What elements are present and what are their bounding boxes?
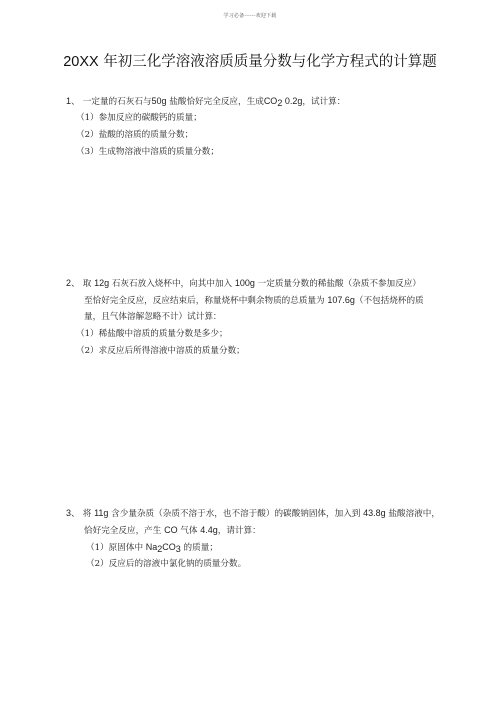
q2-text-a: 取 bbox=[82, 279, 95, 289]
question-3-sub-1 bbox=[86, 543, 218, 553]
sub-index: （1） bbox=[86, 543, 109, 553]
sub-index: （2） bbox=[76, 130, 99, 140]
q3-text-a: 将 bbox=[82, 509, 95, 519]
formula-co: CO bbox=[162, 542, 176, 552]
q2-mass-remaining: 107.6g bbox=[327, 295, 355, 305]
q3-text-f: ，请计算： bbox=[217, 526, 261, 536]
question-3-sub-2 bbox=[86, 560, 246, 569]
sub-text: 求反应后所得溶液中溶质的质量分数； bbox=[98, 346, 245, 356]
q2-text-c: 一定质量分数的稀盐酸（杂质不参加反应） bbox=[254, 279, 421, 289]
question-2-number: 2、 bbox=[66, 278, 81, 288]
q1-text-c: ，试计算： bbox=[302, 97, 346, 107]
q3-text-c: 盐酸溶液中， bbox=[385, 509, 440, 519]
q1-text-a: 一定量的石灰石与 bbox=[82, 97, 152, 107]
sub-text-end: 的质量； bbox=[180, 543, 218, 553]
question-2-stem-line-2 bbox=[84, 296, 424, 306]
question-1-number: 1、 bbox=[66, 96, 81, 106]
page-header: 学习必备------欢迎下载 bbox=[223, 13, 277, 19]
question-2-stem-line-3 bbox=[84, 313, 222, 322]
q2-mass-limestone: 12g bbox=[94, 278, 110, 288]
question-2-stem-line-1 bbox=[66, 279, 421, 289]
q1-text-b: 盐酸恰好完全反应，生成 bbox=[166, 97, 264, 107]
q2-text-f: 量，且气体溶解忽略不计）试计算： bbox=[84, 312, 222, 322]
sub-index: （1） bbox=[76, 113, 99, 123]
q2-text-b: 石灰石放入烧杯中，向其中加入 bbox=[109, 279, 235, 289]
sub-index: （3） bbox=[76, 147, 99, 157]
sub-text: 原固体中 bbox=[108, 543, 146, 553]
q1-formula-co2: CO bbox=[263, 96, 278, 106]
sub-text: 参加反应的碳酸钙的质量； bbox=[98, 113, 202, 123]
question-3-stem-line-2 bbox=[84, 526, 261, 536]
title-year: 20XX bbox=[63, 54, 99, 70]
q2-mass-acid: 100g bbox=[234, 278, 255, 288]
question-1-sub-1 bbox=[76, 114, 202, 123]
q3-mass-co2: 4.4g bbox=[200, 525, 218, 535]
question-2-sub-2 bbox=[76, 347, 245, 356]
sub-text: 稀盐酸中溶质的质量分数是多少； bbox=[98, 329, 228, 339]
sub-text: 盐酸的溶质的质量分数； bbox=[98, 130, 194, 140]
formula-na: Na bbox=[145, 542, 158, 552]
q2-text-d: 至恰好完全反应，反应结束后，称量烧杯中剩余物质的总质量为 bbox=[84, 296, 328, 306]
question-2-sub-1 bbox=[76, 330, 228, 339]
question-3-number: 3、 bbox=[66, 508, 81, 518]
question-3-stem-line-1 bbox=[66, 509, 440, 519]
question-1-stem bbox=[66, 97, 345, 107]
q3-mass-acid: 43.8g bbox=[363, 508, 386, 518]
sub-text: 生成物溶液中溶质的质量分数； bbox=[98, 147, 219, 157]
q3-text-d: 恰好完全反应，产生 bbox=[84, 526, 165, 536]
q3-formula-co2: CO bbox=[164, 525, 178, 535]
q3-mass-solid: 11g bbox=[94, 508, 109, 518]
sub-text: 反应后的溶液中氯化钠的质量分数。 bbox=[108, 559, 247, 569]
q1-mass-co2: 0.2g bbox=[282, 96, 303, 106]
sub-index: （2） bbox=[76, 346, 99, 356]
page-title bbox=[0, 50, 500, 71]
title-text: 年初三化学溶液溶质质量分数与化学方程式的计算题 bbox=[98, 54, 437, 70]
q1-mass-hcl: 50g bbox=[151, 96, 167, 106]
formula-sub-2: 2 bbox=[157, 544, 163, 554]
q3-text-e: 气体 bbox=[177, 526, 201, 536]
q2-text-e: （不包括烧杯的质 bbox=[354, 296, 424, 306]
formula-sub-3: 3 bbox=[175, 544, 181, 554]
question-1-sub-3 bbox=[76, 148, 219, 157]
q1-formula-sub: 2 bbox=[277, 98, 283, 108]
question-1-sub-2 bbox=[76, 131, 193, 140]
q3-text-b: 含少量杂质（杂质不溶于水，也不溶于酸）的碳酸钠固体，加入到 bbox=[108, 509, 364, 519]
sub-index: （1） bbox=[76, 329, 99, 339]
sub-index: （2） bbox=[86, 559, 109, 569]
